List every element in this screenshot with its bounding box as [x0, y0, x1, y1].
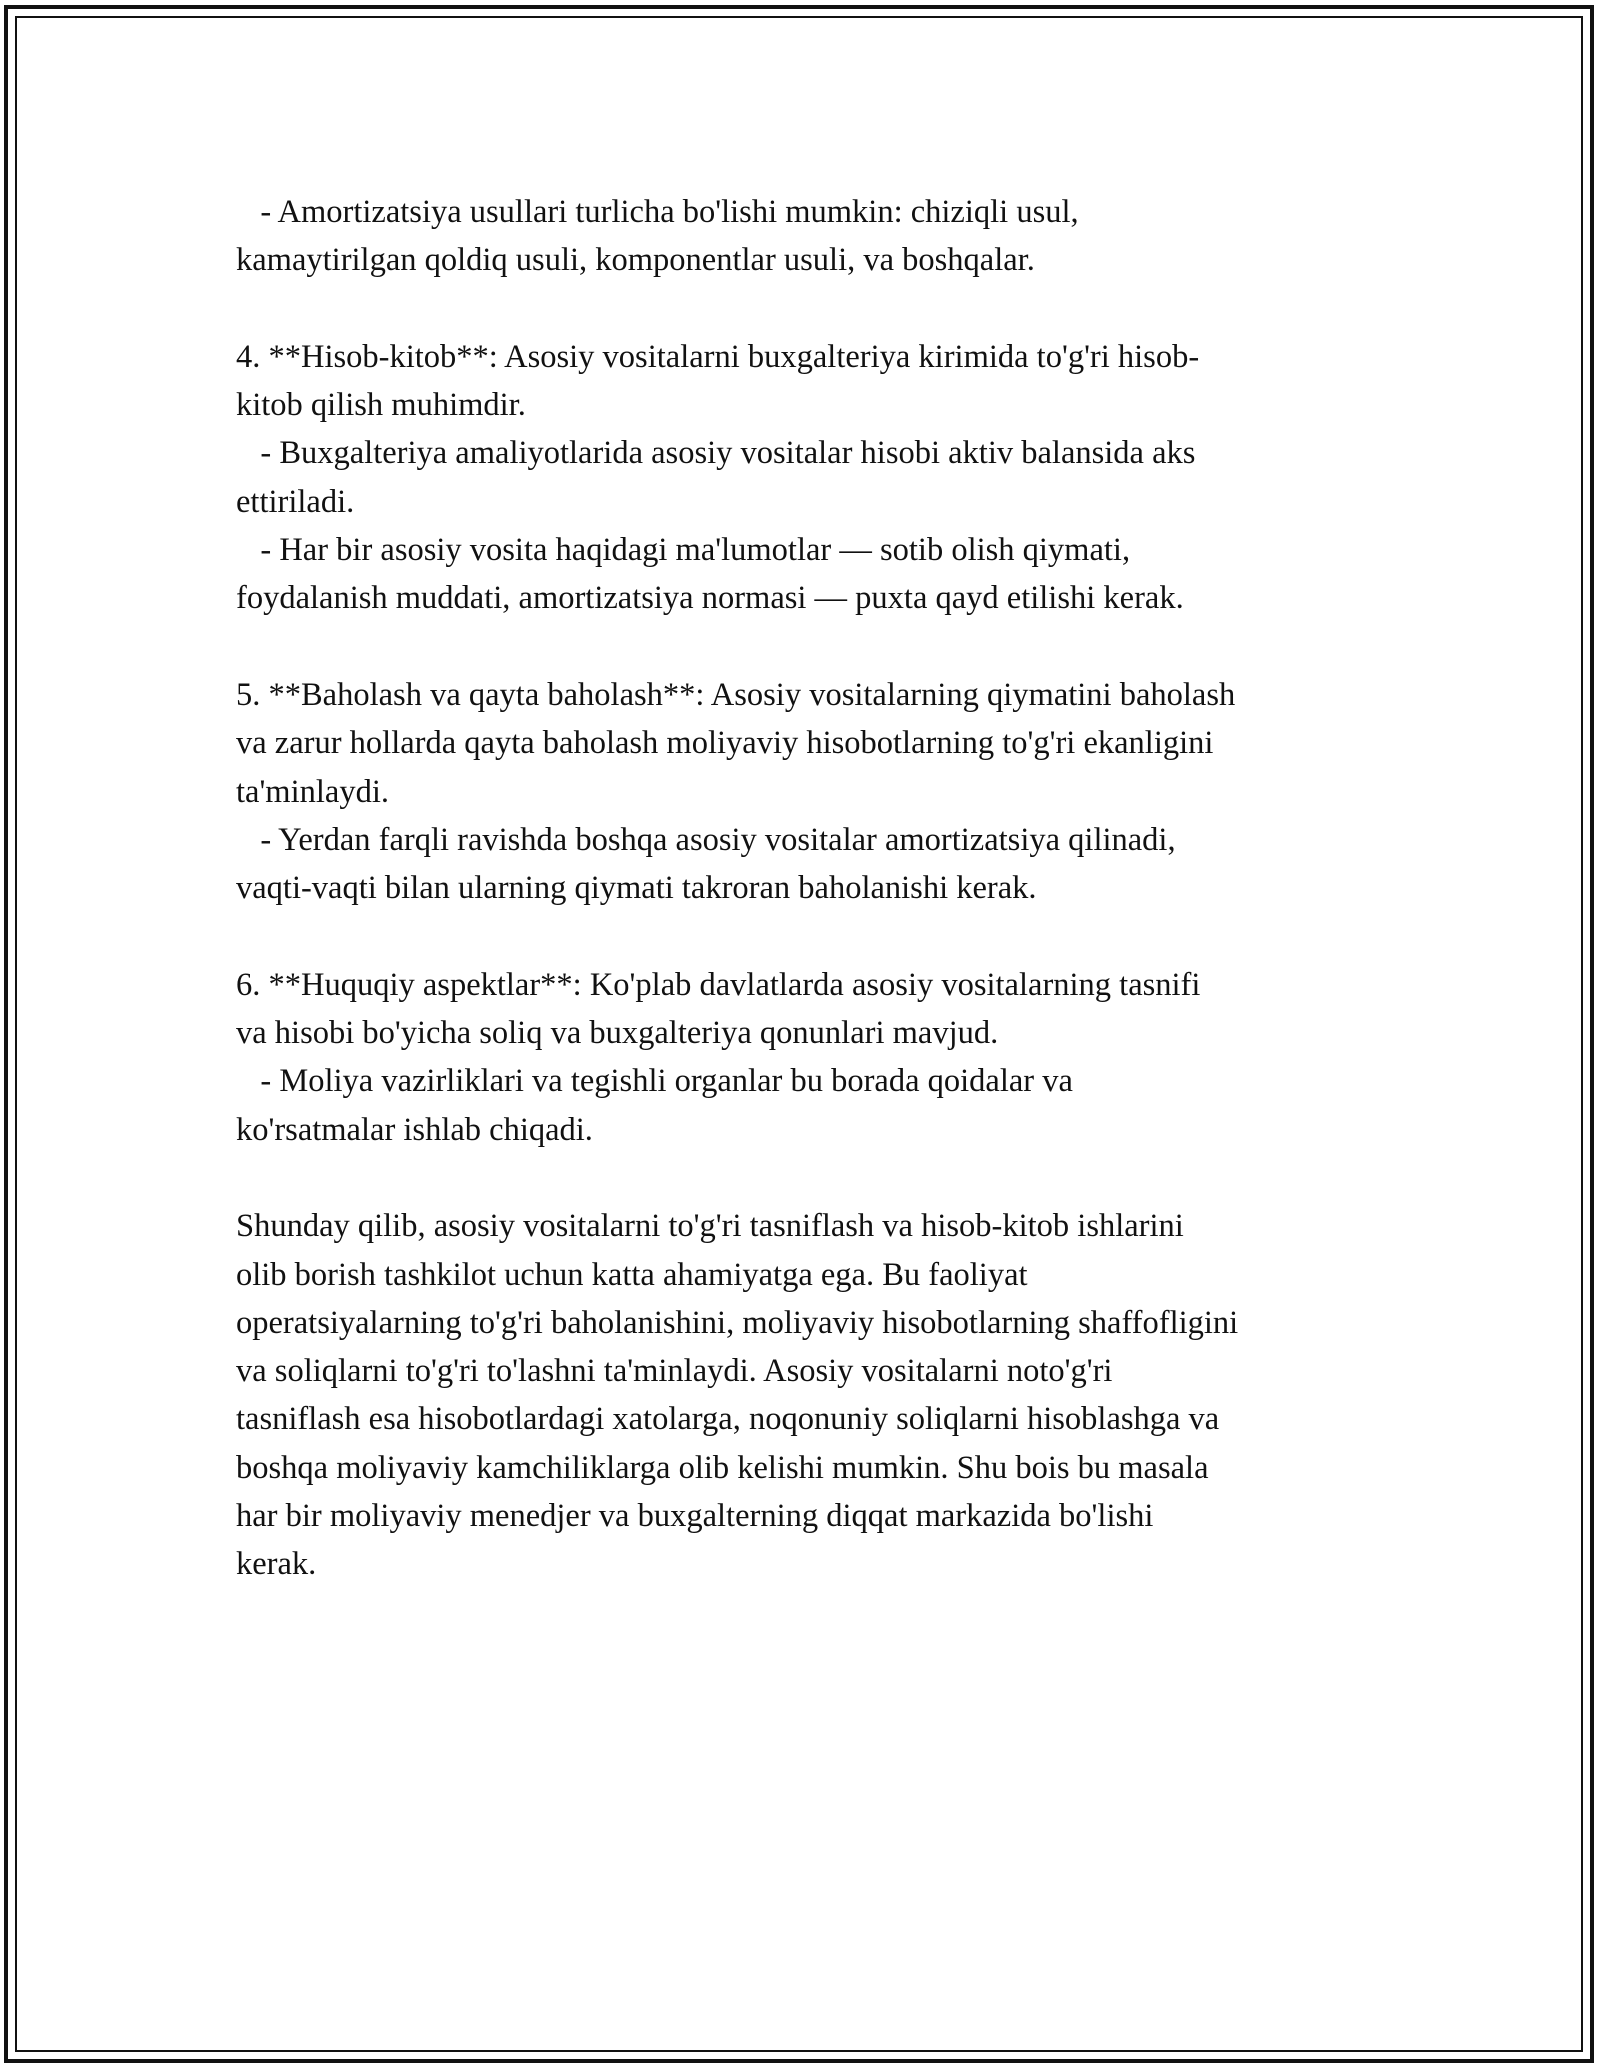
text-line: ta'minlaydi.	[236, 773, 389, 810]
text-line: - Buxgalteriya amaliyotlarida asosiy vositalar hisobi aktiv balansida aks	[236, 435, 1196, 472]
text-line: kitob qilish muhimdir.	[236, 387, 526, 424]
text-line: - Moliya vazirliklari va tegishli organlar bu borada qoidalar va	[236, 1063, 1073, 1100]
text-line: - Amortizatsiya usullari turlicha bo'lishi mumkin: chiziqli usul,	[236, 194, 1079, 230]
text-line: va soliqlarni to'g'ri to'lashni ta'minlaydi. Asosiy vositalarni noto'g'ri	[236, 1353, 1113, 1390]
text-line: kerak.	[236, 1546, 317, 1583]
text-line: ko'rsatmalar ishlab chiqadi.	[236, 1111, 593, 1148]
text-line: kamaytirilgan qoldiq usuli, komponentlar usuli, va boshqalar.	[236, 242, 1035, 279]
text-line: boshqa moliyaviy kamchiliklarga olib kelishi mumkin. Shu bois bu masala	[236, 1449, 1209, 1486]
text-line: tasniflash esa hisobotlardagi xatolarga, noqonuniy soliqlarni hisoblashga va	[236, 1401, 1220, 1438]
text-line: 6. **Huquqiy aspektlar**: Ko'plab davlatlarda asosiy vositalarning tasnifi	[236, 966, 1201, 1003]
text-line: ettiriladi.	[236, 483, 355, 520]
text-line: foydalanish muddati, amortizatsiya normasi — puxta qayd etilishi kerak.	[236, 580, 1184, 617]
text-line: va zarur hollarda qayta baholash moliyaviy hisobotlarning to'g'ri ekanligini	[236, 725, 1214, 762]
text-line: Shunday qilib, asosiy vositalarni to'g'ri tasniflash va hisob-kitob ishlarini	[236, 1208, 1184, 1245]
paragraph-conclusion	[236, 1202, 1376, 1588]
paragraph-huquqiy-aspektlar	[236, 961, 1376, 1154]
text-line: operatsiyalarning to'g'ri baholanishini, moliyaviy hisobotlarning shaffofligini	[236, 1304, 1239, 1341]
text-line: olib borish tashkilot uchun katta ahamiyatga ega. Bu faoliyat	[236, 1256, 1028, 1293]
text-line: - Har bir asosiy vosita haqidagi ma'lumotlar — sotib olish qiymati,	[236, 532, 1131, 569]
document-body	[236, 188, 1376, 1637]
text-line: har bir moliyaviy menedjer va buxgalterning diqqat markazida bo'lishi	[236, 1498, 1154, 1535]
text-line: vaqti-vaqti bilan ularning qiymati takroran baholanishi kerak.	[236, 870, 1037, 907]
paragraph-baholash	[236, 671, 1376, 912]
paragraph-amortization-methods	[236, 188, 1376, 285]
paragraph-hisob-kitob	[236, 333, 1376, 623]
text-line: 5. **Baholash va qayta baholash**: Asosiy vositalarning qiymatini baholash	[236, 676, 1236, 713]
text-line: 4. **Hisob-kitob**: Asosiy vositalarni buxgalteriya kirimida to'g'ri hisob-	[236, 338, 1200, 375]
text-line: - Yerdan farqli ravishda boshqa asosiy vositalar amortizatsiya qilinadi,	[236, 821, 1176, 858]
text-line: va hisobi bo'yicha soliq va buxgalteriya qonunlari mavjud.	[236, 1015, 999, 1052]
